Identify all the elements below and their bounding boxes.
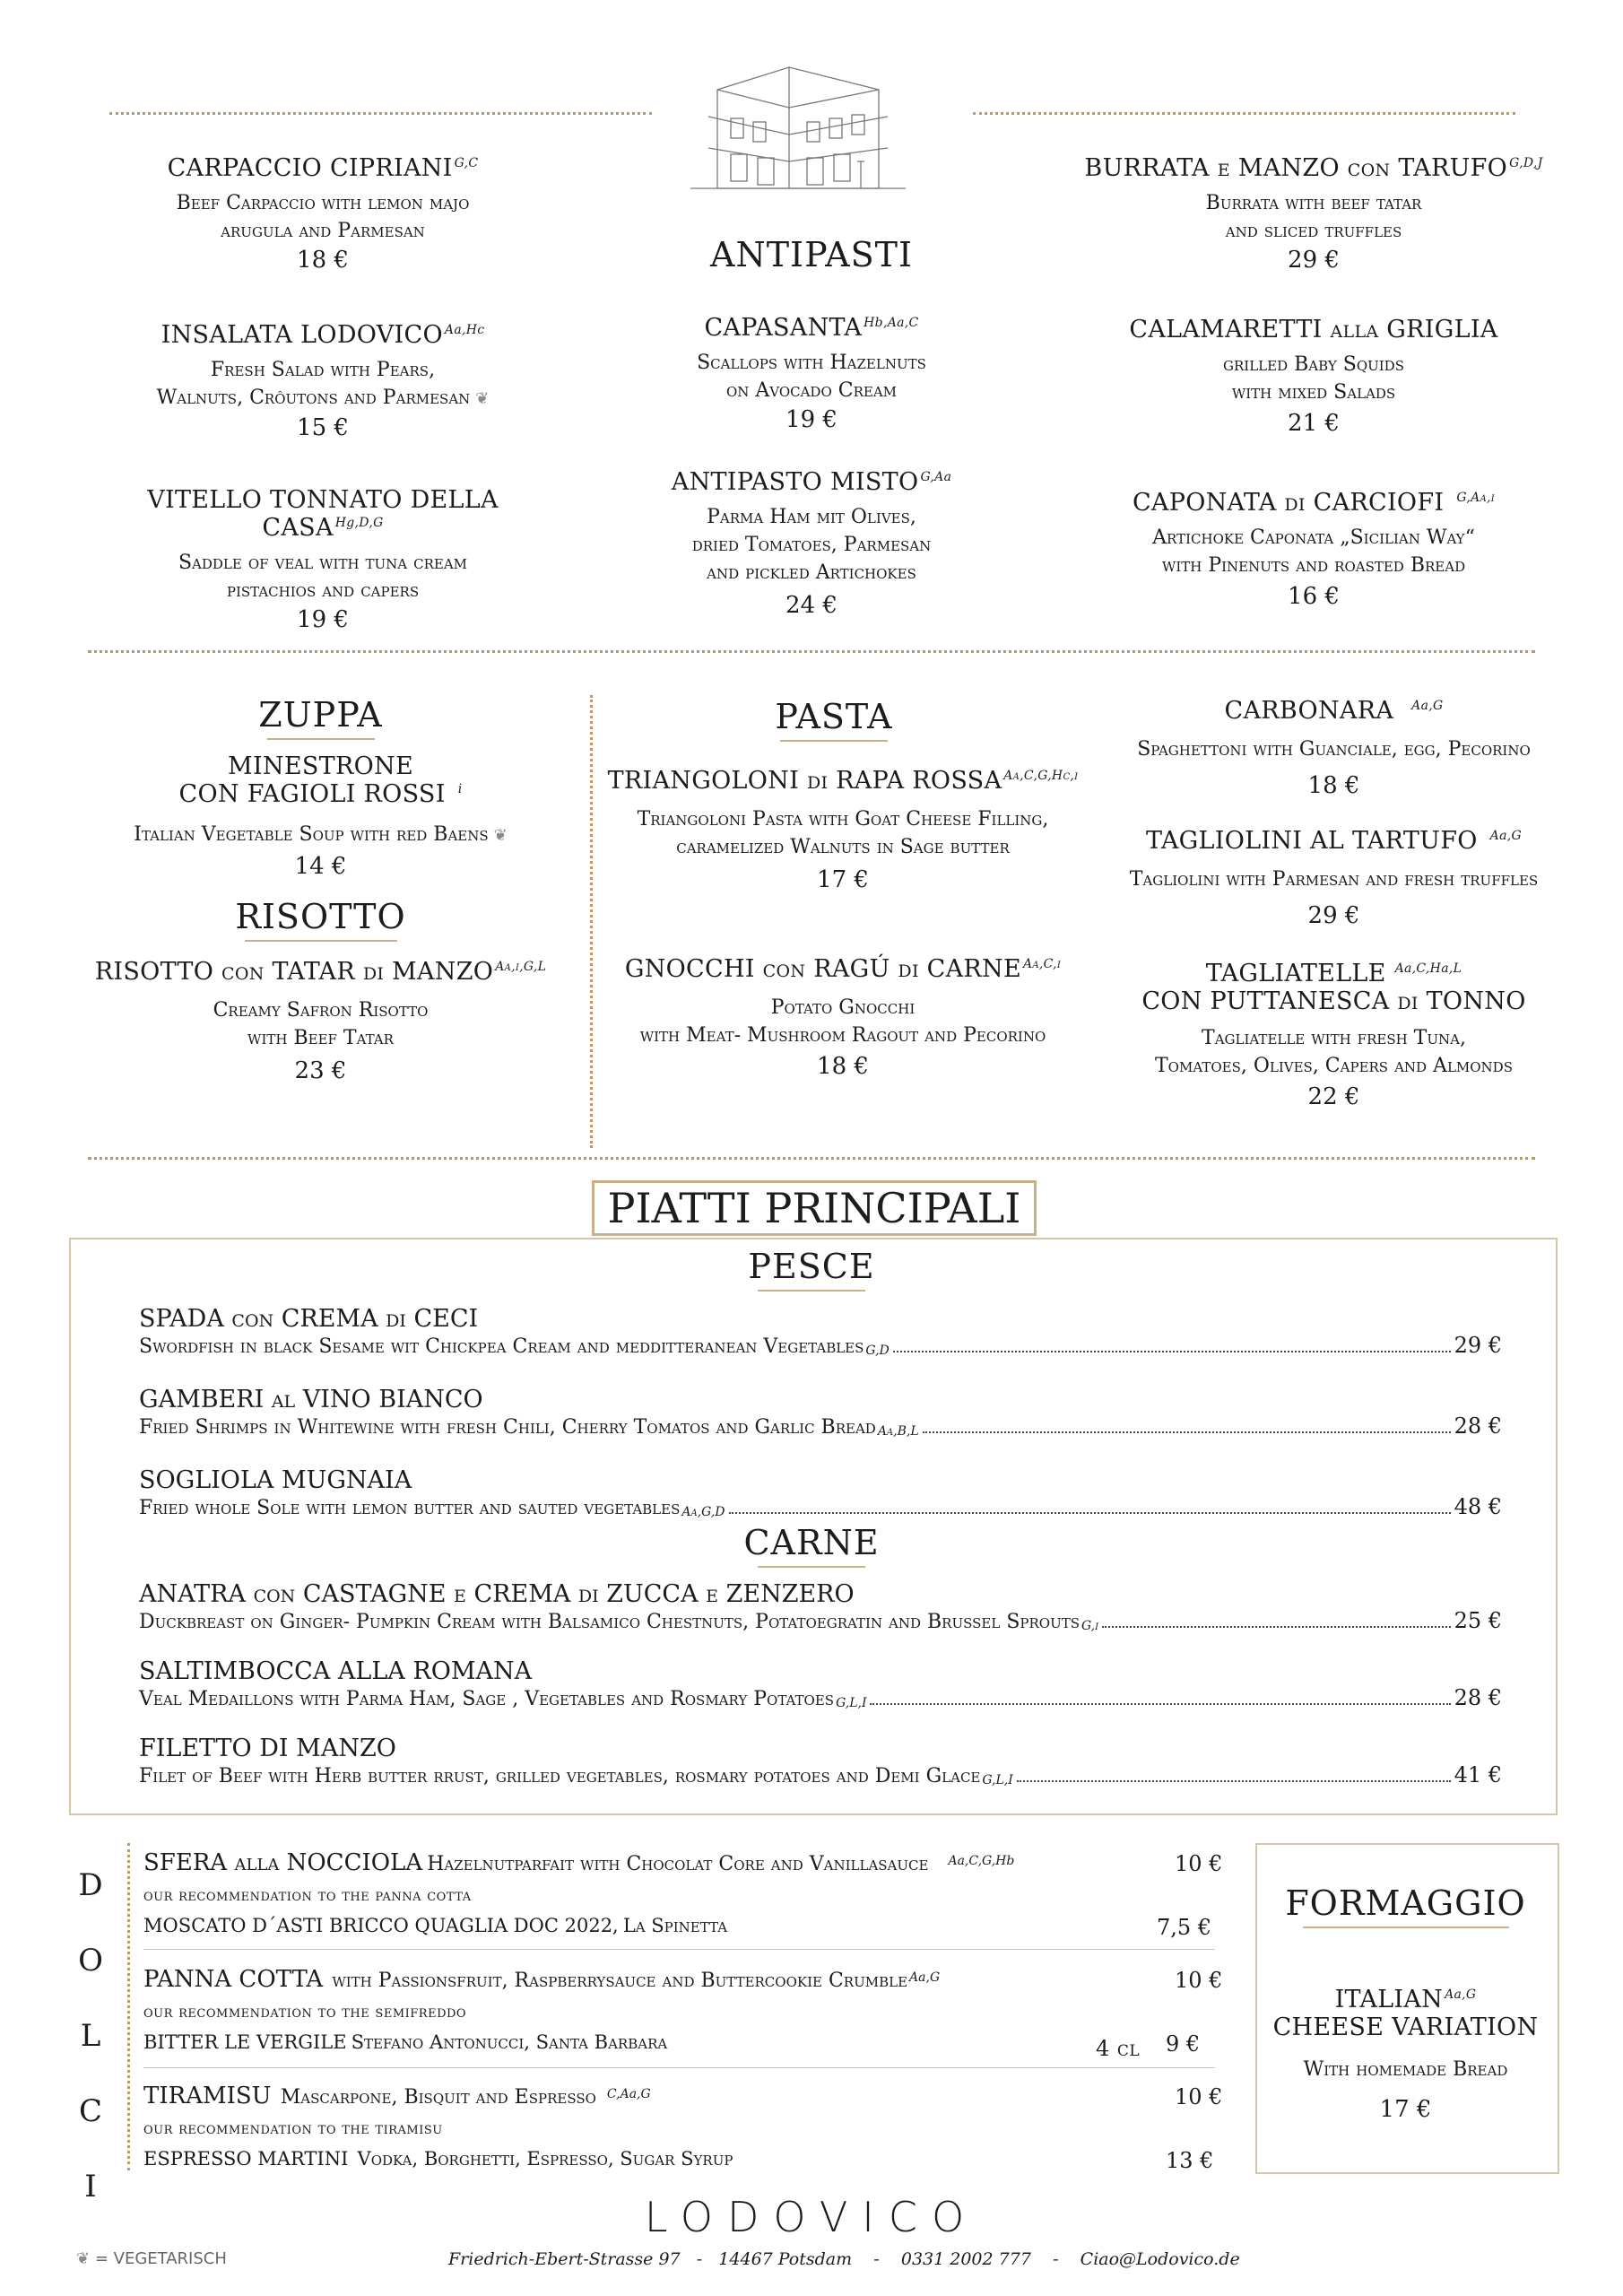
principali-title: PIATTI PRINCIPALI <box>592 1180 1037 1236</box>
dish-desc: Veal Medaillons with Parma Ham, Sage , Vegetables and Rosmary Potatoes <box>139 1688 835 1710</box>
dish-price: 23 € <box>294 1057 347 1084</box>
wine-moscato <box>143 1915 727 1936</box>
dolci-letter: I <box>84 2169 97 2205</box>
dish-name: CHEESE VARIATION <box>1272 2013 1539 2041</box>
veg-legend-text: = VEGETARISCH <box>94 2249 227 2268</box>
allergen-codes: G,L,I <box>836 1696 867 1710</box>
dish-desc: Tagliolini with Parmesan and fresh truffles <box>1129 868 1539 891</box>
dish-desc: and pickled Artichokes <box>707 561 916 584</box>
drink-price: 7,5 € <box>1157 1915 1212 1940</box>
allergen-codes: G,C <box>454 156 479 170</box>
brand-logo: LODOVICO <box>644 2193 979 2241</box>
allergen-codes: G,Aa <box>920 470 952 484</box>
dish-desc: Saddle of veal with tuna cream <box>178 552 468 574</box>
dot-leader <box>923 1431 1451 1433</box>
dish-desc: Scallops with Hazelnuts <box>697 352 926 374</box>
dish-gnocchi <box>592 955 1094 1080</box>
allergen-codes: Hg,D,G <box>334 516 384 530</box>
carne-title: CARNE <box>743 1523 880 1562</box>
dish-name: CAPASANTA <box>704 314 863 342</box>
title-underline <box>758 1290 865 1292</box>
dish-vitello <box>99 486 547 633</box>
dolci-sfera <box>143 1849 1014 1876</box>
dish-desc: and sliced truffles <box>1225 220 1402 242</box>
dish-desc: Beef Carpaccio with lemon majo <box>176 192 470 214</box>
dolci-letter: C <box>78 2093 102 2129</box>
dish-calamaretti <box>1076 316 1551 437</box>
dish-carpaccio <box>99 154 547 274</box>
divider <box>127 1843 130 2170</box>
dish-desc: Parma Ham mit Olives, <box>707 506 916 528</box>
dish-desc: Fried whole Sole with lemon butter and sauted vegetables <box>139 1497 681 1519</box>
dish-desc: Hazelnutparfait with Chocolat Core and Vanillasauce <box>427 1853 929 1875</box>
dish-name: CARPACCIO CIPRIANI <box>167 154 453 182</box>
dish-tagliatelle <box>1089 960 1578 1110</box>
dish-price: 15 € <box>297 414 349 441</box>
dish-price: 28 € <box>1454 1685 1502 1710</box>
divider <box>590 695 593 1148</box>
dolci-panna-cotta <box>143 1966 940 1993</box>
dish-desc: arugula and Parmesan <box>221 220 425 242</box>
dish-name: BURRATA e MANZO con TARUFO <box>1084 154 1508 182</box>
dish-desc: Artichoke Caponata „Sicilian Way“ <box>1152 526 1475 549</box>
allergen-codes: Aa,G <box>1445 1987 1477 2002</box>
divider <box>88 650 1535 653</box>
dish-name: VITELLO TONNATO DELLA CASA <box>147 486 499 542</box>
dish-name: CAPONATA di CARCIOFI <box>1132 489 1445 517</box>
drink-bitter <box>143 2031 667 2053</box>
title-underline <box>758 1566 865 1568</box>
dish-price: 18 € <box>297 247 349 274</box>
risotto-title: RISOTTO <box>235 897 406 936</box>
allergen-codes: Aa,i,G,L <box>495 960 547 974</box>
dish-name: PANNA COTTA <box>143 1966 324 1993</box>
dish-price: 22 € <box>1307 1083 1360 1110</box>
dish-desc: grilled Baby Squids <box>1223 353 1404 376</box>
dish-price: 21 € <box>1288 410 1340 437</box>
allergen-codes: G,L,I <box>982 1773 1013 1787</box>
dish-desc: with Passionsfruit, Raspberrysauce and Buttercookie Crumble <box>332 1970 908 1992</box>
formaggio-title: FORMAGGIO <box>1285 1883 1526 1923</box>
dish-price: 14 € <box>294 853 347 880</box>
drink-name: ESPRESSO MARTINI <box>143 2148 349 2170</box>
drink-desc: Stefano Antonucci, Santa Barbara <box>351 2031 668 2053</box>
dolci-letter: D <box>78 1867 103 1903</box>
dish-desc: Filet of Beef with Herb butter rrust, grilled vegetables, rosmary potatoes and Demi Glace <box>139 1765 981 1787</box>
recommendation-label: our recommendation to the panna cotta <box>143 1886 472 1905</box>
dish-desc: Creamy Safron Risotto <box>213 999 429 1022</box>
vegetarian-leaf-icon: ❦ <box>76 2249 91 2268</box>
dish-price: 17 € <box>1379 2096 1432 2123</box>
dish-name: FILETTO DI MANZO <box>139 1735 396 1762</box>
dish-name: TAGLIATELLE <box>1205 960 1386 987</box>
allergen-codes: G,i <box>1081 1619 1099 1633</box>
dish-desc: with Pinenuts and roasted Bread <box>1161 554 1466 577</box>
dish-name: TIRAMISU <box>143 2083 272 2109</box>
main-dish-spada <box>139 1305 1502 1358</box>
dish-antipasto-misto <box>610 468 1013 619</box>
drink-name: MOSCATO D´ASTI BRICCO QUAGLIA DOC 2022, <box>143 1915 619 1936</box>
dish-desc: with mixed Salads <box>1231 381 1396 404</box>
dish-price: 29 € <box>1454 1333 1502 1358</box>
veg-legend <box>76 2249 227 2268</box>
dish-name: SPADA con CREMA di CECI <box>139 1305 479 1333</box>
dish-desc: pistachios and capers <box>226 579 420 602</box>
main-dish-anatra <box>139 1580 1502 1633</box>
dish-desc: with Meat- Mushroom Ragout and Pecorino <box>639 1024 1046 1047</box>
dish-desc: Fried Shrimps in Whitewine with fresh Chili, Cherry Tomatos and Garlic Bread <box>139 1416 876 1439</box>
zuppa-section <box>94 695 547 880</box>
dish-desc: Burrata with beef tatar <box>1205 192 1422 214</box>
drink-quantity: 4 cl <box>1096 2036 1141 2061</box>
pasta-section <box>628 697 1040 742</box>
dish-name: SFERA alla NOCCIOLA <box>143 1849 423 1876</box>
dish-desc: Duckbreast on Ginger- Pumpkin Cream with Balsamico Chestnuts, Potatoegratin and Brussel Sprouts <box>139 1611 1080 1633</box>
dish-insalata <box>99 321 547 441</box>
allergen-codes: Aa,C,i <box>1022 957 1062 971</box>
allergen-codes: Aa,Hc <box>444 323 485 337</box>
dish-name: ANTIPASTO MISTO <box>671 468 919 496</box>
dish-name: GNOCCHI con RAGÚ di CARNE <box>624 955 1021 983</box>
dish-desc: on Avocado Cream <box>725 379 898 402</box>
drink-name: BITTER LE VERGILE <box>143 2031 347 2053</box>
main-dish-saltimbocca <box>139 1657 1502 1710</box>
dish-desc: Spaghettoni with Guanciale, egg, Pecorino <box>1137 738 1531 761</box>
dish-price: 48 € <box>1454 1494 1502 1519</box>
dish-caponata <box>1076 489 1551 610</box>
allergen-codes: Aa,G,D <box>681 1505 725 1519</box>
dish-name: RISOTTO con TATAR di MANZO <box>94 958 494 986</box>
dish-name: CARBONARA <box>1224 697 1394 725</box>
zuppa-title: ZUPPA <box>258 695 383 735</box>
main-dish-gamberi <box>139 1386 1502 1439</box>
vegetarian-leaf-icon: ❦ <box>493 826 508 845</box>
dish-name: ANATRA con CASTAGNE e CREMA di ZUCCA e ZENZERO <box>139 1580 855 1608</box>
dish-price: 19 € <box>297 606 349 633</box>
dish-desc: Potato Gnocchi <box>770 996 916 1019</box>
dish-name: CON FAGIOLI ROSSI <box>178 780 446 808</box>
dot-leader <box>1017 1780 1451 1782</box>
dolci-tiramisu <box>143 2083 651 2109</box>
dot-leader <box>729 1512 1451 1514</box>
title-underline <box>1303 1926 1509 1928</box>
drink-espresso-martini <box>143 2148 733 2170</box>
dish-desc: Walnuts, Crôutons and Parmesan <box>156 387 471 409</box>
allergen-codes: G,Aa,i <box>1456 491 1496 505</box>
dish-price: 17 € <box>817 866 869 893</box>
dolci-vertical-title <box>72 1848 109 2224</box>
dish-name: SALTIMBOCCA ALLA ROMANA <box>139 1657 533 1685</box>
dish-triangoloni <box>592 767 1094 893</box>
allergen-codes: Aa,G <box>909 1970 941 1985</box>
dish-price: 10 € <box>1175 2084 1223 2109</box>
dish-name: CON PUTTANESCA di TONNO <box>1141 987 1526 1015</box>
title-underline <box>780 740 888 742</box>
dish-desc: With homemade Bread <box>1303 2058 1508 2081</box>
allergen-codes: Aa,G <box>1411 699 1444 713</box>
dish-name: SOGLIOLA MUGNAIA <box>139 1466 412 1494</box>
risotto-section <box>94 897 547 1084</box>
drink-price: 9 € <box>1166 2031 1201 2057</box>
dish-price: 25 € <box>1454 1608 1502 1633</box>
allergen-codes: i <box>457 782 463 796</box>
drink-desc: Vodka, Borghetti, Espresso, Sugar Syrup <box>357 2148 733 2170</box>
dolci-letter: L <box>80 2018 101 2054</box>
footer-address: Friedrich-Ebert-Strasse 97 - 14467 Potsdam - 0331 2002 777 - Ciao@Lodovico.de <box>448 2249 1240 2269</box>
allergen-codes: G,D,J <box>1509 156 1543 170</box>
title-underline <box>267 738 375 740</box>
dish-desc: with Beef Tatar <box>247 1027 394 1049</box>
allergen-codes: Aa,C,G,Hc,i <box>1003 769 1079 783</box>
dish-price: 41 € <box>1454 1762 1502 1787</box>
pesce-heading <box>632 1247 991 1292</box>
dot-leader <box>1102 1626 1450 1628</box>
main-dish-filetto <box>139 1735 1502 1787</box>
dish-price: 16 € <box>1288 583 1340 610</box>
dish-price: 24 € <box>785 592 838 619</box>
main-dish-sogliola <box>139 1466 1502 1519</box>
dish-desc: Tagliatelle with fresh Tuna, <box>1202 1027 1466 1049</box>
allergen-codes: C,Aa,G <box>606 2086 651 2101</box>
allergen-codes: Aa,C,Ha,L <box>1394 961 1462 976</box>
recommendation-label: our recommendation to the tiramisu <box>143 2119 443 2138</box>
dish-tagliolini <box>1089 827 1578 929</box>
dish-name: GAMBERI al VINO BIANCO <box>139 1386 483 1413</box>
building-illustration <box>681 54 915 197</box>
dish-desc: Fresh Salad with Pears, <box>210 359 436 381</box>
recommendation-label: our recommendation to the semifreddo <box>143 2003 467 2022</box>
carne-heading <box>632 1523 991 1568</box>
dish-desc: caramelized Walnuts in Sage butter <box>676 836 1010 858</box>
dish-price: 29 € <box>1288 247 1340 274</box>
dolci-letter: O <box>78 1943 103 1979</box>
allergen-codes: G,D <box>865 1344 890 1358</box>
allergen-codes: Aa,C,G,Hb <box>948 1853 1015 1868</box>
divider <box>143 1949 1215 1950</box>
dish-desc: Triangoloni Pasta with Goat Cheese Filling, <box>637 808 1049 831</box>
dish-name: MINESTRONE <box>228 752 413 780</box>
antipasti-title: ANTIPASTI <box>710 235 913 274</box>
dish-name: TRIANGOLONI di RAPA ROSSA <box>607 767 1002 795</box>
dot-leader <box>870 1703 1450 1705</box>
allergen-codes: Aa,G <box>1489 829 1522 843</box>
allergen-codes: Hb,Aa,C <box>864 316 919 330</box>
dish-desc: dried Tomatoes, Parmesan <box>691 534 932 556</box>
dish-name: TAGLIOLINI AL TARTUFO <box>1146 827 1478 855</box>
divider <box>109 112 652 115</box>
dish-carbonara <box>1089 697 1578 799</box>
dish-desc: Mascarpone, Bisquit and Espresso <box>280 2086 596 2109</box>
dish-price: 18 € <box>817 1053 869 1080</box>
title-underline <box>245 940 397 942</box>
dish-name: CALAMARETTI alla GRIGLIA <box>1129 316 1498 344</box>
divider <box>973 112 1515 115</box>
dish-name: INSALATA LODOVICO <box>161 321 443 349</box>
dish-desc: Tomatoes, Olives, Capers and Almonds <box>1154 1055 1513 1077</box>
dish-capasanta <box>610 314 1013 433</box>
dish-desc: Swordfish in black Sesame wit Chickpea Cream and medditteranean Vegetables <box>139 1335 864 1358</box>
dish-price: 29 € <box>1307 902 1360 929</box>
dish-burrata <box>1076 154 1551 274</box>
dish-name: ITALIAN <box>1334 1986 1444 2013</box>
divider <box>143 2067 1215 2068</box>
formaggio-section <box>1255 1883 1556 2123</box>
pasta-title: PASTA <box>775 697 893 736</box>
pesce-title: PESCE <box>748 1247 875 1286</box>
allergen-codes: Aa,B,L <box>877 1424 919 1439</box>
vegetarian-leaf-icon: ❦ <box>475 389 490 408</box>
drink-price: 13 € <box>1166 2148 1214 2173</box>
divider <box>88 1157 1535 1160</box>
dish-price: 10 € <box>1175 1851 1223 1876</box>
dish-price: 28 € <box>1454 1413 1502 1439</box>
dot-leader <box>893 1351 1451 1352</box>
dish-price: 10 € <box>1175 1968 1223 1993</box>
dish-desc: Italian Vegetable Soup with red Baens <box>134 823 489 846</box>
dish-price: 19 € <box>785 406 838 433</box>
drink-desc: La Spinetta <box>622 1915 728 1936</box>
dish-price: 18 € <box>1307 772 1360 799</box>
